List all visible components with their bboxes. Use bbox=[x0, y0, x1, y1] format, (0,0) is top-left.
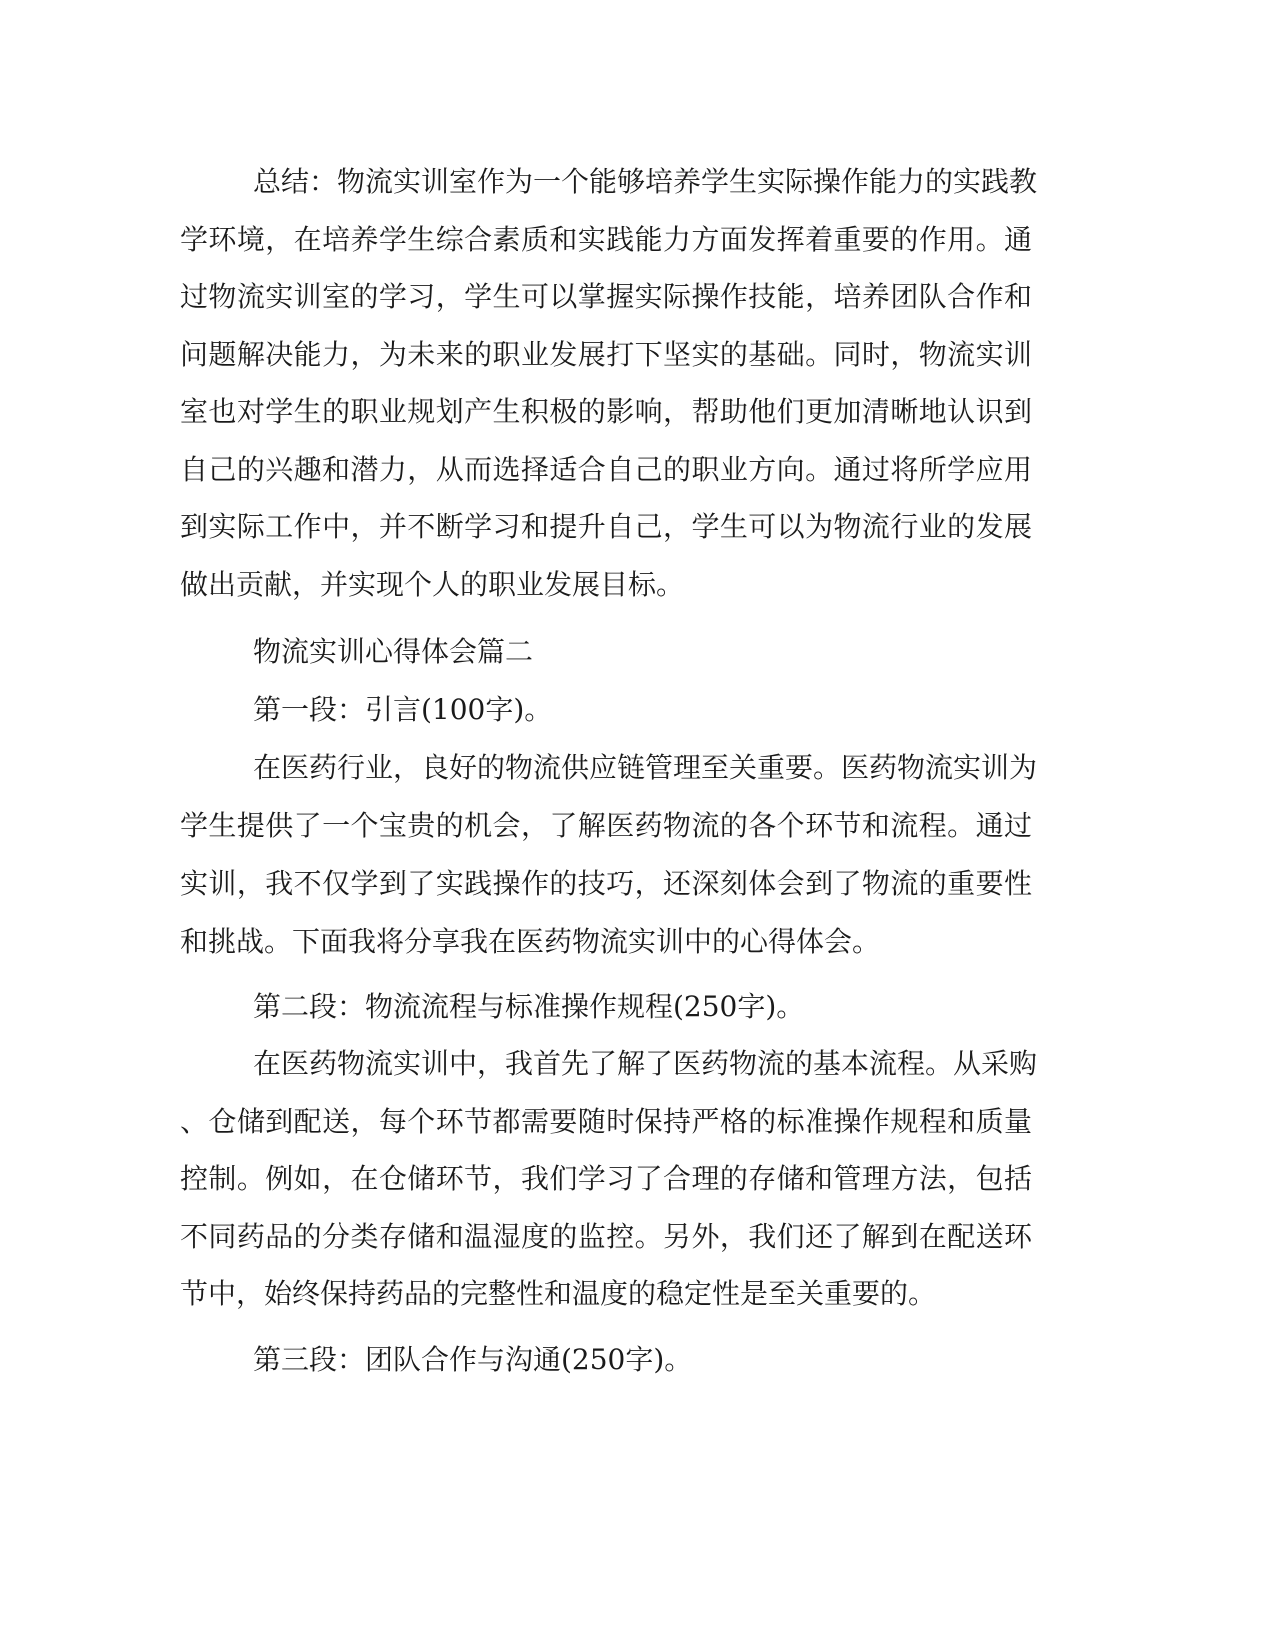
paragraph-line: 节中，始终保持药品的完整性和温度的稳定性是至关重要的。 bbox=[180, 1277, 937, 1310]
paragraph-line: 学环境，在培养学生综合素质和实践能力方面发挥着重要的作用。通 bbox=[180, 223, 1032, 256]
paragraph-line: 学生提供了一个宝贵的机会，了解医药物流的各个环节和流程。通过 bbox=[180, 809, 1032, 842]
paragraph-line: 实训，我不仅学到了实践操作的技巧，还深刻体会到了物流的重要性 bbox=[180, 867, 1032, 900]
subsection-heading: 第一段：引言(100字)。 bbox=[253, 693, 553, 726]
section-heading: 物流实训心得体会篇二 bbox=[253, 635, 534, 668]
paragraph-line: 过物流实训室的学习，学生可以掌握实际操作技能，培养团队合作和 bbox=[180, 280, 1032, 313]
paragraph-line: 、仓储到配送，每个环节都需要随时保持严格的标准操作规程和质量 bbox=[180, 1105, 1032, 1138]
paragraph-line: 控制。例如，在仓储环节，我们学习了合理的存储和管理方法，包括 bbox=[180, 1162, 1032, 1195]
paragraph-line: 和挑战。下面我将分享我在医药物流实训中的心得体会。 bbox=[180, 925, 881, 958]
paragraph-line: 自己的兴趣和潜力，从而选择适合自己的职业方向。通过将所学应用 bbox=[180, 453, 1032, 486]
subsection-heading: 第三段：团队合作与沟通(250字)。 bbox=[253, 1343, 693, 1376]
paragraph-line: 做出贡献，并实现个人的职业发展目标。 bbox=[180, 568, 685, 601]
paragraph-line: 不同药品的分类存储和温湿度的监控。另外，我们还了解到在配送环 bbox=[180, 1220, 1032, 1253]
paragraph-line: 到实际工作中，并不断学习和提升自己，学生可以为物流行业的发展 bbox=[180, 510, 1032, 543]
paragraph-line: 在医药物流实训中，我首先了解了医药物流的基本流程。从采购 bbox=[253, 1047, 1038, 1080]
paragraph-line: 室也对学生的职业规划产生积极的影响，帮助他们更加清晰地认识到 bbox=[180, 395, 1032, 428]
paragraph-line: 总结：物流实训室作为一个能够培养学生实际操作能力的实践教 bbox=[253, 165, 1038, 198]
paragraph-line: 在医药行业，良好的物流供应链管理至关重要。医药物流实训为 bbox=[253, 751, 1038, 784]
paragraph-line: 问题解决能力，为未来的职业发展打下坚实的基础。同时，物流实训 bbox=[180, 338, 1032, 371]
subsection-heading: 第二段：物流流程与标准操作规程(250字)。 bbox=[253, 990, 805, 1023]
